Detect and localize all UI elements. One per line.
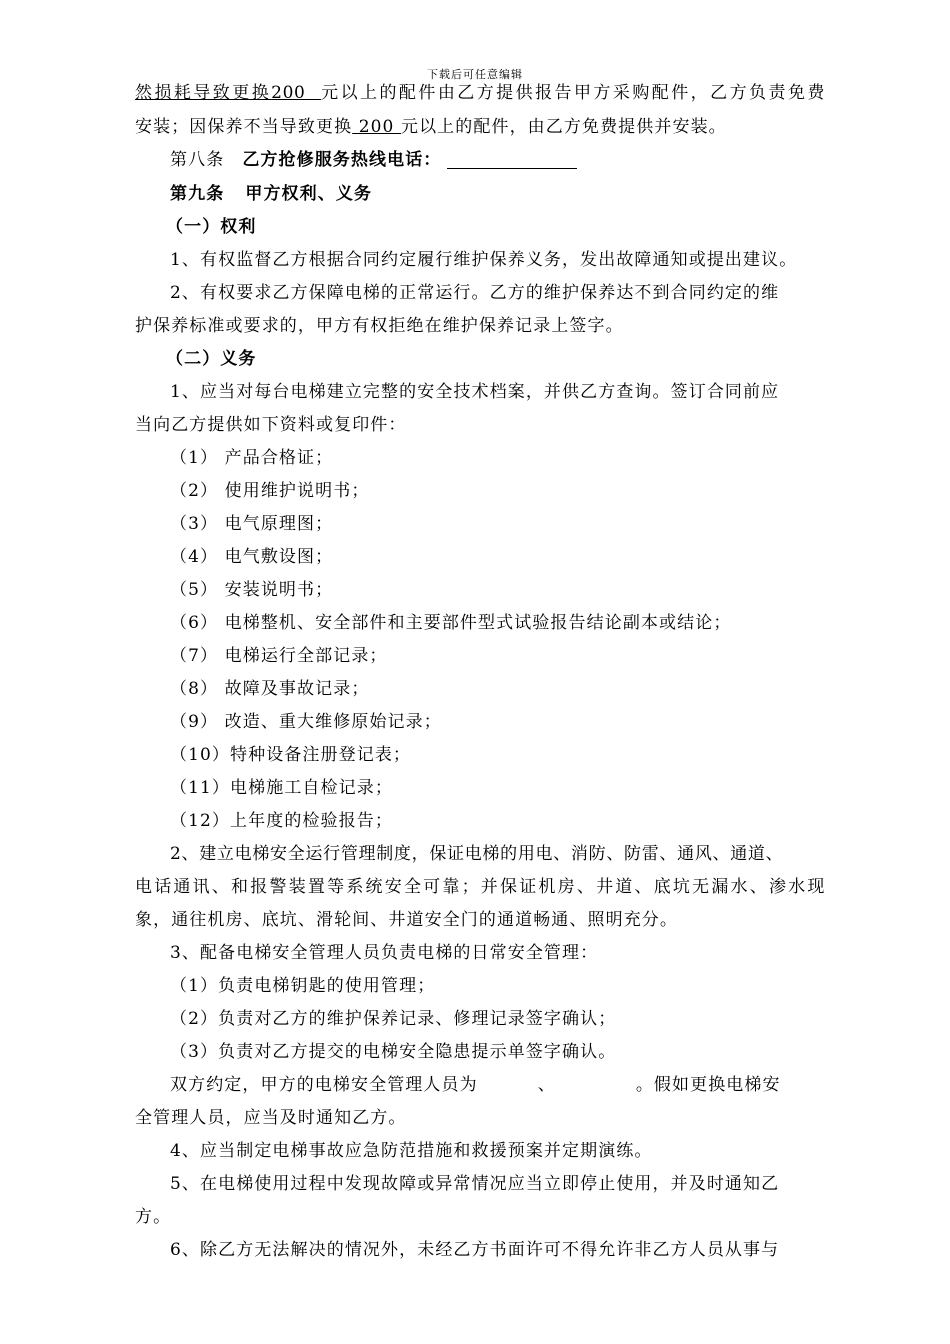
article-9-heading: 第九条 甲方权利、义务 [170, 184, 373, 204]
doc-list-item: （10）特种设备注册登记表； [170, 745, 412, 765]
text-span: 双方约定，甲方的电梯安全管理人员为 [170, 1075, 478, 1095]
paragraph-line [135, 119, 727, 136]
doc-list-item: （4） 电气敷设图； [170, 547, 334, 567]
duty-item-2: 2、建立电梯安全运行管理制度，保证电梯的用电、消防、防雷、通风、通道、 [170, 844, 784, 864]
duty-item-2-cont: 电话通讯、和报警装置等系统安全可靠；并保证机房、井道、底坑无漏水、渗水现 [135, 877, 825, 897]
doc-list-item: （5） 安装说明书； [170, 580, 334, 600]
doc-list-item: （12）上年度的检验报告； [170, 811, 393, 831]
duty-item-1: 1、应当对每台电梯建立完整的安全技术档案，并供乙方查询。签订合同前应 [170, 382, 780, 402]
article-number: 第八条 [170, 150, 225, 170]
doc-list-item: （8） 故障及事故记录； [170, 679, 370, 699]
doc-list-item: （6） 电梯整机、安全部件和主要部件型式试验报告结论副本或结论； [170, 613, 732, 633]
text-span: 元以上的配件，由乙方免费提供并安装。 [400, 117, 727, 137]
agreement-line [170, 1077, 781, 1094]
paragraph-line [135, 85, 825, 102]
duty-item-6: 6、除乙方无法解决的情况外，未经乙方书面许可不得允许非乙方人员从事与 [170, 1240, 780, 1260]
doc-list-item: （2） 使用维护说明书； [170, 481, 370, 501]
mgmt-list-item: （2）负责对乙方的维护保养记录、修理记录签字确认； [170, 1009, 617, 1029]
rights-item-1: 1、有权监督乙方根据合同约定履行维护保养义务，发出故障通知或提出建议。 [170, 250, 798, 270]
text-span: 元以上的配件由乙方提供报告甲方采购配件，乙方负责免费 [321, 83, 825, 103]
underlined-text: 然损耗导致更换 [135, 83, 272, 103]
doc-list-item: （9） 改造、重大维修原始记录； [170, 712, 442, 732]
duty-item-3: 3、配备电梯安全管理人员负责电梯的日常安全管理： [170, 943, 599, 963]
agreement-line-cont: 全管理人员，应当及时通知乙方。 [135, 1108, 407, 1128]
hotline-label: 乙方抢修服务热线电话： [242, 150, 442, 170]
article-8-heading [170, 152, 577, 169]
rights-item-2-cont: 护保养标准或要求的，甲方有权拒绝在维护保养记录上签字。 [135, 316, 624, 336]
text-span: 安装；因保养不当导致更换 [135, 117, 353, 137]
rights-item-2: 2、有权要求乙方保障电梯的正常运行。乙方的维护保养达不到合同约定的维 [170, 283, 780, 303]
duty-item-1-cont: 当向乙方提供如下资料或复印件： [135, 415, 407, 435]
doc-list-item: （3） 电气原理图； [170, 514, 334, 534]
mgmt-list-item: （3）负责对乙方提交的电梯安全隐患提示单签字确认。 [170, 1042, 617, 1062]
hotline-blank [447, 167, 577, 169]
section-rights-heading: （一）权利 [166, 217, 257, 237]
duty-item-4: 4、应当制定电梯事故应急防范措施和救援预案并定期演练。 [170, 1141, 653, 1161]
mgmt-list-item: （1）负责电梯钥匙的使用管理； [170, 976, 436, 996]
text-span: 。假如更换电梯安 [635, 1075, 781, 1095]
duty-item-5: 5、在电梯使用过程中发现故障或异常情况应当立即停止使用，并及时通知乙 [170, 1174, 780, 1194]
duty-item-2-cont: 象，通往机房、底坑、滑轮间、井道安全门的通道畅通、照明充分。 [135, 910, 678, 930]
amount-field: 200 [352, 117, 401, 137]
doc-list-item: （7） 电梯运行全部记录； [170, 646, 388, 666]
doc-list-item: （11）电梯施工自检记录； [170, 778, 393, 798]
amount-field: 200 [271, 83, 322, 103]
duty-item-5-cont: 方。 [135, 1207, 172, 1227]
section-duties-heading: （二）义务 [166, 349, 257, 369]
doc-list-item: （1） 产品合格证； [170, 448, 334, 468]
header-note: 下载后可任意编辑 [427, 68, 523, 81]
text-span: 、 [537, 1075, 556, 1095]
